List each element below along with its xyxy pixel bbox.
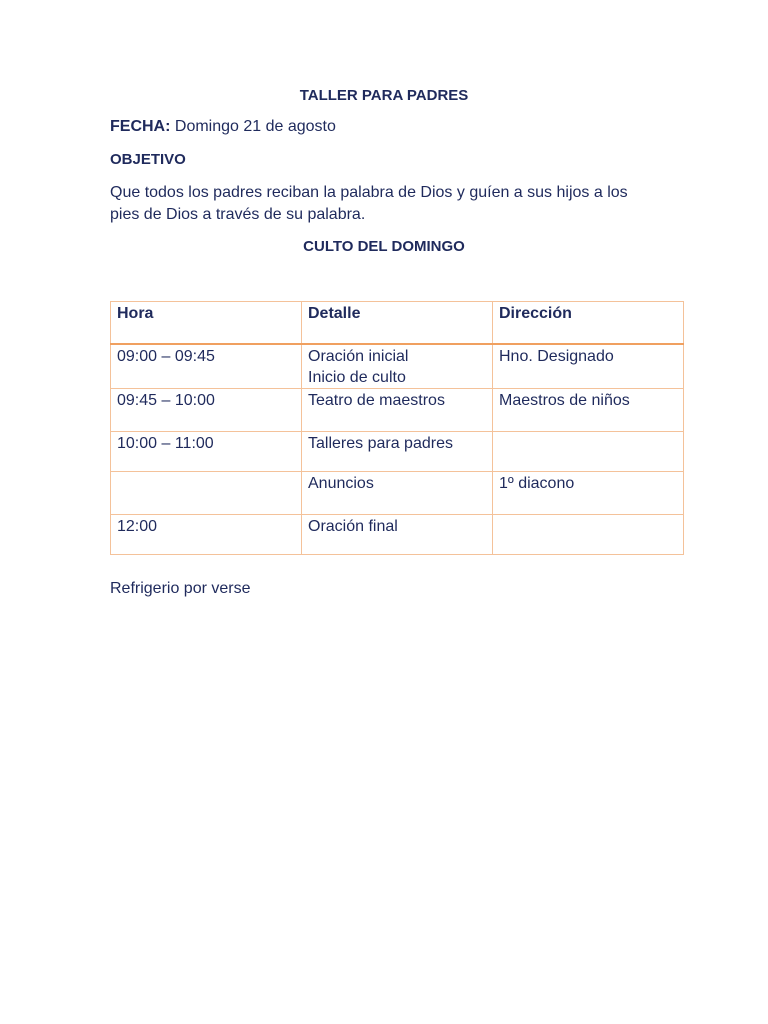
date-line (110, 118, 336, 136)
footer-note: Refrigerio por verse (110, 580, 251, 597)
cell-detalle-line: Oración final (308, 518, 398, 535)
cell-hora: 09:00 – 09:45 (111, 344, 302, 389)
cell-detalle (302, 432, 493, 472)
date-label: FECHA: (110, 118, 171, 135)
cell-detalle-line: Oración inicial (308, 348, 409, 365)
cell-detalle-line: Anuncios (308, 475, 374, 492)
table-row (111, 432, 684, 472)
column-header-hora: Hora (111, 302, 302, 345)
cell-detalle (302, 515, 493, 555)
schedule-table (110, 301, 684, 555)
date-value: Domingo 21 de agosto (174, 118, 336, 135)
table-header-row (111, 302, 684, 345)
cell-detalle (302, 344, 493, 389)
document-title: TALLER PARA PADRES (299, 87, 469, 104)
cell-detalle-line: Teatro de maestros (308, 392, 445, 409)
cell-direccion: Maestros de niños (493, 389, 684, 432)
cell-hora (111, 472, 302, 515)
cell-hora: 12:00 (111, 515, 302, 555)
section-subtitle: CULTO DEL DOMINGO (303, 238, 465, 255)
cell-direccion: Hno. Designado (493, 344, 684, 389)
table-row (111, 472, 684, 515)
objective-heading: OBJETIVO (110, 151, 186, 168)
cell-detalle (302, 472, 493, 515)
cell-detalle-line: Inicio de culto (308, 369, 406, 386)
cell-detalle (302, 389, 493, 432)
table-row (111, 515, 684, 555)
cell-hora: 10:00 – 11:00 (111, 432, 302, 472)
cell-direccion: 1º diacono (493, 472, 684, 515)
column-header-direccion: Dirección (493, 302, 684, 345)
objective-text: Que todos los padres reciban la palabra de Dios y guíen a sus hijos a los pies de Dios a través de su palabra. (110, 184, 628, 223)
cell-direccion (493, 515, 684, 555)
table-row (111, 389, 684, 432)
cell-detalle-line: Talleres para padres (308, 435, 453, 452)
column-header-detalle: Detalle (302, 302, 493, 345)
table-row (111, 344, 684, 389)
cell-direccion (493, 432, 684, 472)
cell-hora: 09:45 – 10:00 (111, 389, 302, 432)
